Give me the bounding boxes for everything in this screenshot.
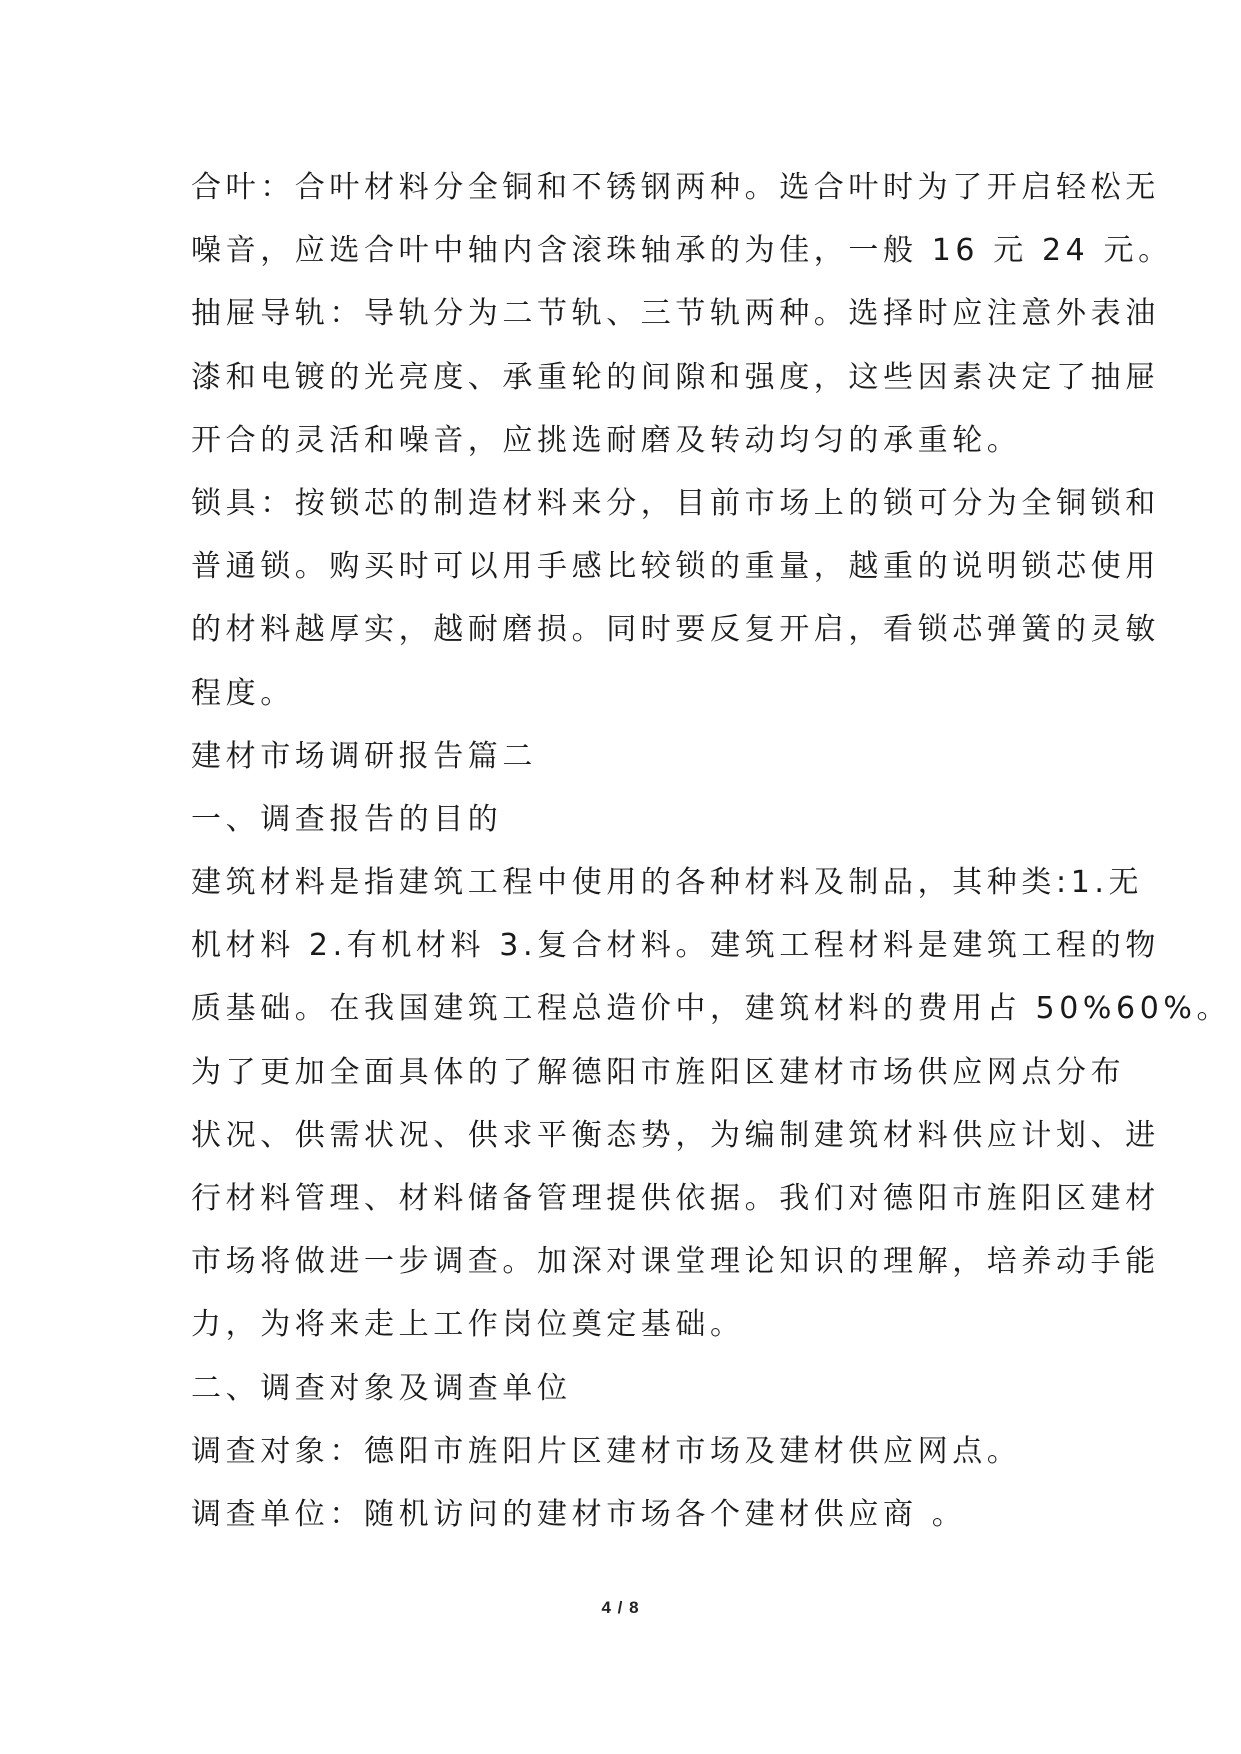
text-line: 漆和电镀的光亮度、承重轮的间隙和强度，这些因素决定了抽屉 — [191, 359, 1160, 395]
section-heading: 一、调查报告的目的 — [191, 801, 503, 837]
text-line: 力，为将来走上工作岗位奠定基础。 — [191, 1307, 745, 1343]
text-line: 状况、供需状况、供求平衡态势，为编制建筑材料供应计划、进 — [191, 1117, 1160, 1153]
page-number: 4 / 8 — [601, 1598, 640, 1617]
text-line: 的材料越厚实，越耐磨损。同时要反复开启，看锁芯弹簧的灵敏 — [191, 612, 1160, 648]
text-line: 抽屉导轨：导轨分为二节轨、三节轨两种。选择时应注意外表油 — [191, 296, 1160, 332]
document-body — [191, 156, 1232, 1546]
section-heading: 二、调查对象及调查单位 — [191, 1370, 572, 1406]
text-line: 质基础。在我国建筑工程总造价中，建筑材料的费用占 50%60%。 — [191, 991, 1232, 1027]
text-line: 开合的灵活和噪音，应挑选耐磨及转动均匀的承重轮。 — [191, 422, 1022, 458]
section-heading: 建材市场调研报告篇二 — [191, 738, 537, 774]
text-line: 为了更加全面具体的了解德阳市旌阳区建材市场供应网点分布 — [191, 1054, 1126, 1090]
text-line: 调查对象：德阳市旌阳片区建材市场及建材供应网点。 — [191, 1433, 1022, 1469]
text-line: 程度。 — [191, 675, 295, 711]
text-line: 噪音，应选合叶中轴内含滚珠轴承的为佳，一般 16 元 24 元。 — [191, 233, 1173, 269]
text-line: 市场将做进一步调查。加深对课堂理论知识的理解，培养动手能 — [191, 1244, 1160, 1280]
text-line: 普通锁。购买时可以用手感比较锁的重量，越重的说明锁芯使用 — [191, 549, 1160, 585]
text-line: 建筑材料是指建筑工程中使用的各种材料及制品，其种类:1.无 — [191, 865, 1144, 901]
text-line: 锁具：按锁芯的制造材料来分，目前市场上的锁可分为全铜锁和 — [191, 485, 1160, 521]
text-line: 行材料管理、材料储备管理提供依据。我们对德阳市旌阳区建材 — [191, 1181, 1160, 1216]
text-line: 调查单位：随机访问的建材市场各个建材供应商 。 — [191, 1496, 967, 1532]
text-line: 机材料 2.有机材料 3.复合材料。建筑工程材料是建筑工程的物 — [191, 928, 1160, 964]
text-line: 合叶：合叶材料分全铜和不锈钢两种。选合叶时为了开启轻松无 — [191, 170, 1160, 205]
